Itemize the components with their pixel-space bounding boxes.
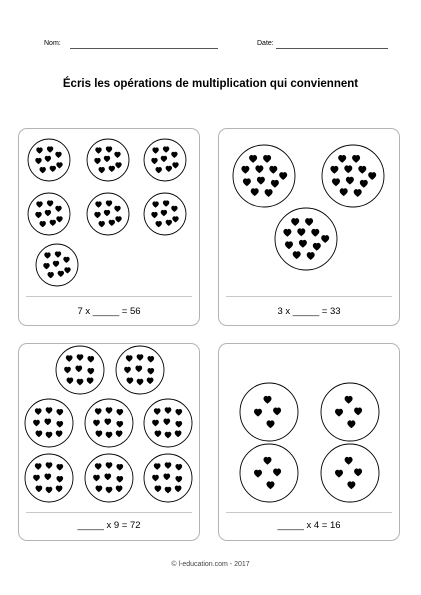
date-label: Date: bbox=[257, 40, 274, 47]
exercise-panel-2 bbox=[218, 128, 400, 326]
separator-line bbox=[26, 512, 192, 513]
group-circle bbox=[321, 383, 379, 441]
equation: _____ x 4 = 16 bbox=[277, 520, 341, 531]
group-circle bbox=[240, 383, 298, 441]
exercise-panel-4 bbox=[218, 343, 400, 541]
date-field[interactable] bbox=[276, 48, 388, 49]
groups-area bbox=[219, 344, 399, 540]
equation: 7 x _____ = 56 bbox=[77, 306, 141, 317]
group-circle bbox=[240, 444, 298, 502]
equation: 3 x _____ = 33 bbox=[277, 306, 341, 317]
separator-line bbox=[226, 512, 392, 513]
name-field[interactable] bbox=[70, 48, 218, 49]
separator-line bbox=[226, 296, 392, 297]
exercise-panel-1 bbox=[18, 128, 200, 326]
separator-line bbox=[26, 296, 192, 297]
name-label: Nom: bbox=[44, 40, 61, 47]
equation: _____ x 9 = 72 bbox=[77, 520, 141, 531]
copyright-footer: © l-education.com - 2017 bbox=[171, 561, 250, 568]
groups-area bbox=[19, 344, 199, 540]
page-title: Écris les opérations de multiplication qui conviennent bbox=[62, 78, 359, 90]
group-circle bbox=[321, 444, 379, 502]
exercise-panel-3 bbox=[18, 343, 200, 541]
